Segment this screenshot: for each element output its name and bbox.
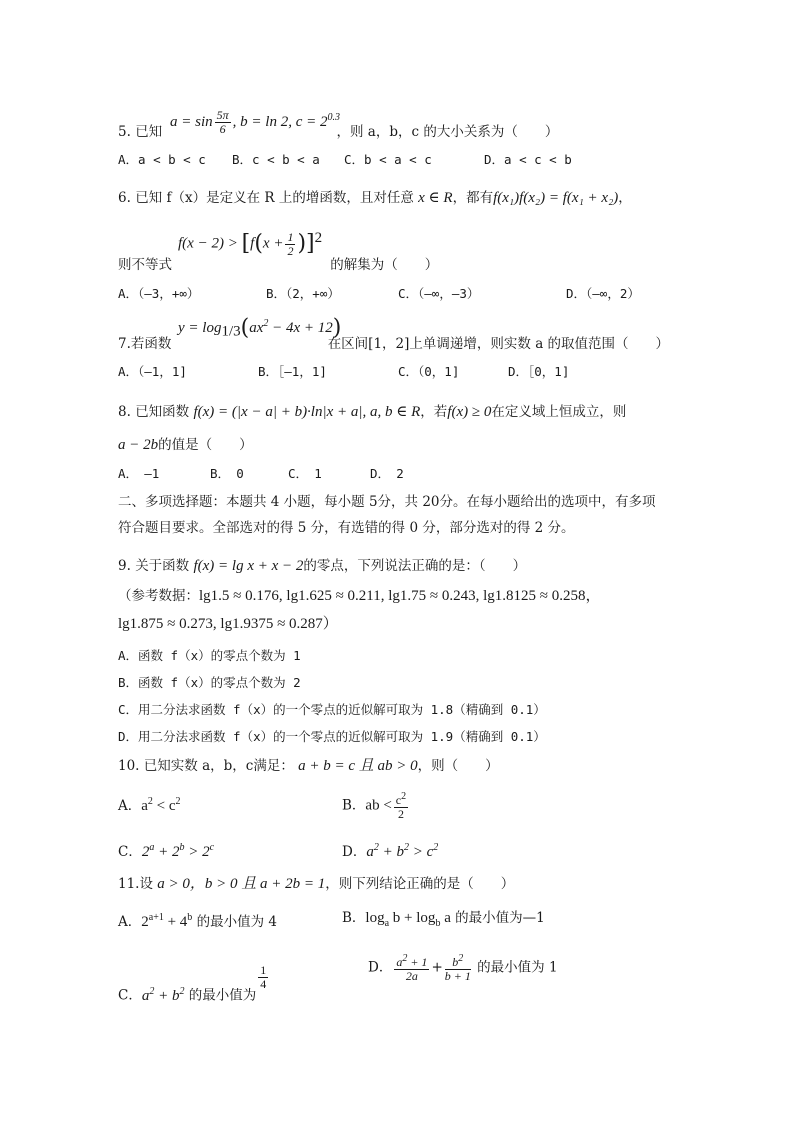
q9-reference-line1: （参考数据：lg1.5 ≈ 0.176, lg1.625 ≈ 0.211, lg1.75 ≈ 0.243, lg1.8125 ≈ 0.258，: [118, 588, 601, 604]
q6-option-d[interactable]: D．（—∞，2）: [566, 286, 640, 301]
q9-stem: 9. 关于函数 f(x) = lg x + x − 2的零点，下列说法正确的是：（ ）: [118, 558, 527, 574]
q7-option-b[interactable]: B．［—1，1]: [258, 364, 327, 379]
q10-stem: 10. 已知实数 a，b，c满足： a + b = c 且 ab > 0，则（ ）: [118, 758, 499, 774]
q5-option-a[interactable]: A．a < b < c: [118, 152, 206, 167]
q9-option-b[interactable]: B．函数 f（x）的零点个数为 2: [118, 675, 301, 690]
q5-stem: 5. 已知 ，则 a，b，c 的大小关系为（ ）: [118, 124, 559, 140]
q11-options-row2: [118, 953, 678, 1004]
q7-option-d[interactable]: D．［0，1]: [508, 364, 570, 379]
q5-option-d[interactable]: D．a < c < b: [484, 152, 572, 167]
q9-option-a[interactable]: A．函数 f（x）的零点个数为 1: [118, 648, 301, 663]
q8-option-a[interactable]: A． —1: [118, 466, 160, 481]
q5-option-c[interactable]: C．b < a < c: [344, 152, 432, 167]
section2-line2: 符合题目要求。全部选对的得 5 分，有选错的得 0 分，部分选对的得 2 分。: [118, 520, 575, 536]
q10-option-a[interactable]: A．$a^2 < c^2$: [118, 796, 181, 814]
q9-option-d[interactable]: D．用二分法求函数 f（x）的一个零点的近似解可取为 1.9（精确到 0.1）: [118, 729, 546, 744]
q5-option-b[interactable]: B．c < b < a: [232, 152, 320, 167]
q8-option-b[interactable]: B． 0: [210, 466, 244, 481]
q11-option-a[interactable]: A．$2^{a+1} + 4^b$ 的最小值为 4: [118, 912, 277, 930]
q6-stem-line2: 则不等式 的解集为（ ）: [118, 257, 439, 273]
q8-option-d[interactable]: D． 2: [370, 466, 404, 481]
q11-options-row1: [118, 908, 678, 936]
q6-inequality: f(x − 2) > [f(x + $\frac{1}{2}$ )]$^2$: [178, 229, 323, 258]
q6-stem-line1: 6. 已知 f（x）是定义在 R 上的增函数，且对任意 x ∈ R，都有f(x₁)f(x₂) = f(x₁ + x₂)，: [118, 190, 632, 206]
q10-option-d[interactable]: D．$a^2 + b^2 > c^2$: [342, 842, 439, 860]
q9-option-c[interactable]: C．用二分法求函数 f（x）的一个零点的近似解可取为 1.8（精确到 0.1）: [118, 702, 546, 717]
q11-stem: 11.设 a > 0，b > 0 且 a + 2b = 1，则下列结论正确的是（ ）: [118, 876, 515, 892]
q10-options-row1: [118, 792, 678, 820]
q8-stem-line1: 8. 已知函数 f(x) = (|x − a| + b)·ln|x + a|, a, b ∈ R，若f(x) ≥ 0在定义域上恒成立，则: [118, 404, 627, 420]
q5-formula: a = sin $\frac{5\pi}{6}$ , b = ln 2, $c = 2^{0.3}$: [170, 108, 340, 136]
q10-option-c[interactable]: C．$2^a + 2^b > 2^c$: [118, 842, 215, 860]
q7-option-c[interactable]: C．（0，1]: [398, 364, 460, 379]
q10-options-row2: [118, 838, 678, 866]
q11-option-c[interactable]: C．$a^2 + b^2$ 的最小值为 $\frac{1}{4}$: [118, 963, 267, 1004]
q6-option-b[interactable]: B．（2，+∞）: [266, 286, 340, 301]
q7-stem: 7.若函数 在区间[1，2]上单调递增，则实数 a 的取值范围（ ）: [118, 336, 670, 352]
q9-reference-line2: lg1.875 ≈ 0.273, lg1.9375 ≈ 0.287）: [118, 616, 338, 632]
q6-option-a[interactable]: A．（—3，+∞）: [118, 286, 200, 301]
q8-option-c[interactable]: C． 1: [288, 466, 322, 481]
q6-option-c[interactable]: C．（—∞，—3）: [398, 286, 480, 301]
q7-option-a[interactable]: A．（—1，1]: [118, 364, 187, 379]
q11-option-d[interactable]: D． $\frac{a^2 + 1}{2a}$ + $\frac{b^2}{b + 1}$ 的最小值为 1: [368, 953, 558, 983]
section2-line1: 二、多项选择题：本题共 4 小题，每小题 5分，共 20分。在每小题给出的选项中，有多项: [118, 494, 656, 510]
q7-formula: $y = \log_{1/3}(ax^2 - 4x + 12)$: [178, 315, 342, 341]
q11-option-b[interactable]: B．$\log_a b + \log_b a$ 的最小值为—1: [342, 910, 545, 929]
q8-stem-line2: a − 2b的值是（ ）: [118, 437, 253, 453]
q10-option-b[interactable]: B．ab < $\frac{c^2}{2}$: [342, 791, 407, 821]
